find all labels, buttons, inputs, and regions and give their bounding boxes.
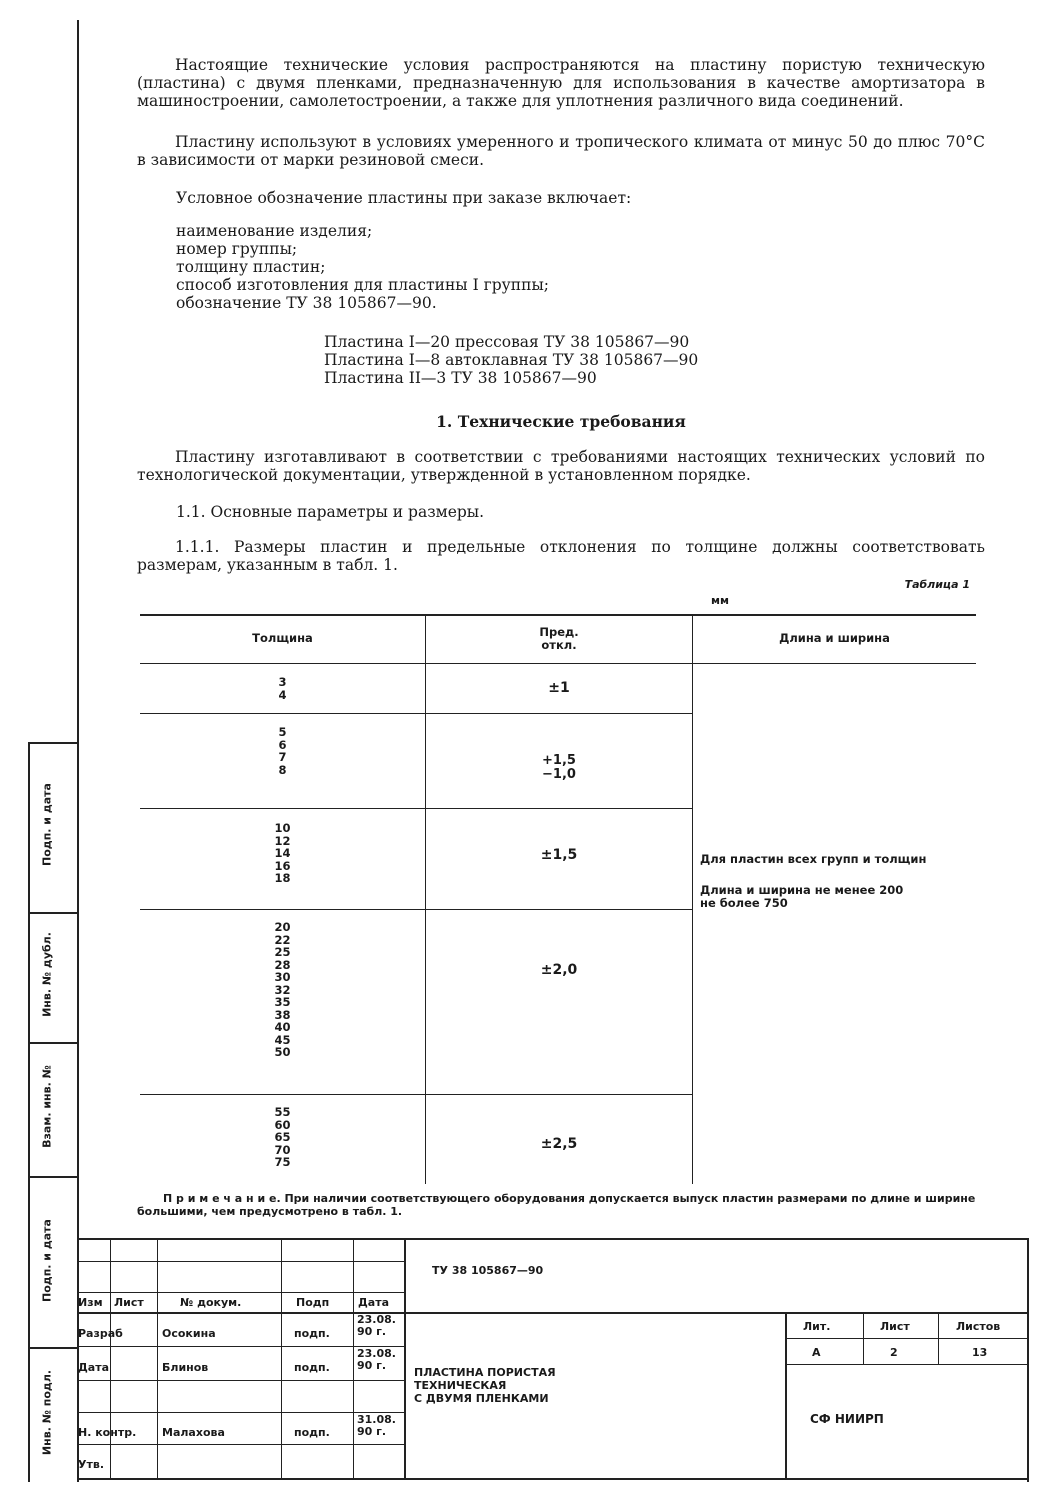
side-label: Инв. № подл. <box>40 1369 54 1456</box>
side-strip-line <box>28 742 30 1482</box>
stamp-role: Утв. <box>78 1458 104 1471</box>
stamp-lit-label: Лит. <box>803 1320 831 1333</box>
table-cell-thickness: 20 22 25 28 30 32 35 38 40 45 50 <box>274 920 291 1059</box>
subsection-1-1: 1.1. Основные параметры и размеры. <box>176 503 485 521</box>
table-length-note-2: Длина и ширина не менее 200 не более 750 <box>700 883 904 910</box>
table-cell-tolerance: +1,5 −1,0 <box>542 753 576 782</box>
table-unit: мм <box>711 594 729 607</box>
stamp-sheets-label: Листов <box>956 1320 1001 1333</box>
stamp-sign: подп. <box>294 1327 330 1340</box>
table-header-thickness: Толщина <box>252 631 313 645</box>
designation-heading: Условное обозначение пластины при заказе включает: <box>176 189 632 207</box>
stamp-role: Дата <box>78 1361 110 1374</box>
stamp-name: Осокина <box>162 1327 216 1340</box>
stamp-col-header: Дата <box>358 1296 390 1309</box>
stamp-date: 23.08. 90 г. <box>357 1313 396 1338</box>
intro-paragraph-2: Пластину используют в условиях умеренного и тропического климата от минус 50 до плюс 70°С в зависимости от марки резиновой смеси. <box>137 133 985 169</box>
list-item: обозначение ТУ 38 105867—90. <box>176 294 437 312</box>
table-cell-thickness: 55 60 65 70 75 <box>274 1105 291 1169</box>
side-label: Подп. и дата <box>40 783 54 866</box>
stamp-org: СФ НИИРП <box>810 1412 884 1426</box>
table-header-length: Длина и ширина <box>779 631 890 645</box>
table-cell-tolerance: ±1,5 <box>540 847 578 863</box>
table-cell-tolerance: ±2,5 <box>540 1136 578 1152</box>
table-header-tolerance: Пред. откл. <box>539 625 583 652</box>
list-item: способ изготовления для пластины I группы; <box>176 276 549 294</box>
example-line: Пластина I—20 прессовая ТУ 38 105867—90 <box>324 333 690 351</box>
side-label: Подп. и дата <box>40 1219 54 1302</box>
stamp-col-header: № докум. <box>180 1296 242 1309</box>
side-label: Взам. инв. № <box>40 1065 54 1148</box>
examples <box>324 333 924 387</box>
list-item: наименование изделия; <box>176 222 373 240</box>
example-line: Пластина I—8 автоклавная ТУ 38 105867—90 <box>324 351 699 369</box>
stamp-doc-code: ТУ 38 105867—90 <box>432 1264 544 1277</box>
stamp-date: 23.08. 90 г. <box>357 1347 396 1372</box>
section-heading: 1. Технические требования <box>436 412 686 431</box>
stamp-sign: подп. <box>294 1426 330 1439</box>
stamp-title: ПЛАСТИНА ПОРИСТАЯ ТЕХНИЧЕСКАЯ С ДВУМЯ ПЛЕНКАМИ <box>414 1366 556 1405</box>
table-cell-thickness: 10 12 14 16 18 <box>274 821 291 885</box>
example-line: Пластина II—3 ТУ 38 105867—90 <box>324 369 597 387</box>
stamp-name: Блинов <box>162 1361 209 1374</box>
stamp-sheet-label: Лист <box>880 1320 910 1333</box>
stamp-sign: подп. <box>294 1361 330 1374</box>
frame-right <box>1027 1238 1029 1482</box>
stamp-role: Разраб <box>78 1327 123 1340</box>
subsection-1-1-1: 1.1.1. Размеры пластин и предельные отклонения по толщине должны соответствовать размерам, указанным в табл. 1. <box>137 538 985 574</box>
designation-list <box>176 222 876 312</box>
stamp-lit: А <box>812 1346 821 1359</box>
table-cell-thickness: 3 4 <box>278 675 287 702</box>
list-item: номер группы; <box>176 240 298 258</box>
stamp-name: Малахова <box>162 1426 225 1439</box>
stamp-col-header: Изм <box>78 1296 103 1309</box>
stamp-role: Н. контр. <box>78 1426 137 1439</box>
section-paragraph: Пластину изготавливают в соответствии с требованиями настоящих технических условий по технологической документации, утвержденной в установленном порядке. <box>137 448 985 484</box>
frame-bottom <box>77 1478 1029 1480</box>
table-cell-tolerance: ±1 <box>548 680 570 696</box>
table-cell-thickness: 5 6 7 8 <box>278 725 287 777</box>
table-note: П р и м е ч а н и е. При наличии соответствующего оборудования допускается выпуск пластин размерами по длине и ширине большими, чем предусмотрено в табл. 1. <box>137 1192 976 1218</box>
table-length-note-1: Для пластин всех групп и толщин <box>700 852 927 866</box>
table-caption: Таблица 1 <box>904 578 970 591</box>
intro-paragraph-1: Настоящие технические условия распространяются на пластину пористую техническую (пластина) с двумя пленками, предназначенную для использования в качестве амортизатора в машиностроении, самолетостроении, а также для уплотнения различного вида соединений. <box>137 56 985 110</box>
stamp-sheets: 13 <box>972 1346 988 1359</box>
frame-left <box>77 20 79 1482</box>
side-label: Инв. № дубл. <box>40 932 54 1017</box>
table-cell-tolerance: ±2,0 <box>540 962 578 978</box>
stamp-date: 31.08. 90 г. <box>357 1413 396 1438</box>
stamp-col-header: Лист <box>114 1296 144 1309</box>
list-item: толщину пластин; <box>176 258 326 276</box>
stamp-sheet: 2 <box>890 1346 898 1359</box>
stamp-col-header: Подп <box>296 1296 330 1309</box>
